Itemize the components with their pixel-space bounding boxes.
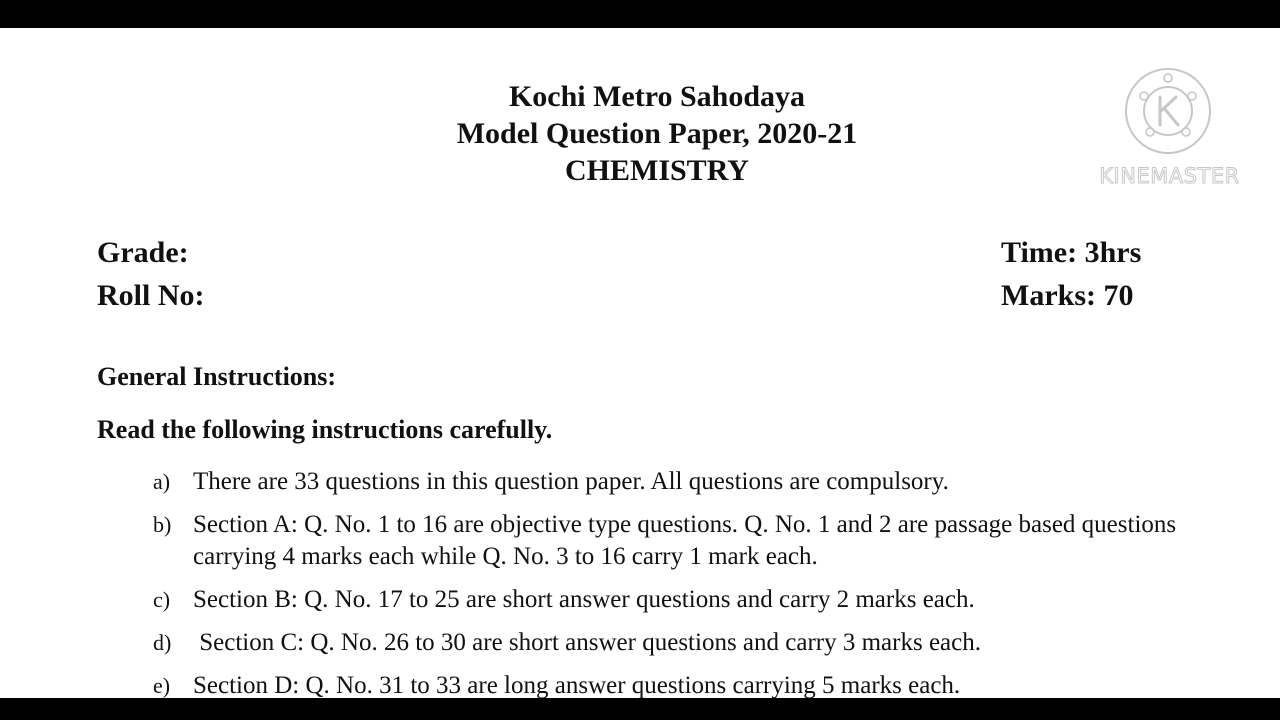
instructions-list (153, 466, 1213, 698)
title-line-subject: CHEMISTRY (565, 154, 749, 187)
read-instructions-heading: Read the following instructions carefully. (97, 415, 553, 444)
instruction-item (153, 466, 1213, 498)
time-label: Time: 3hrs (1001, 236, 1142, 269)
title-line-paper: Model Question Paper, 2020-21 (456, 117, 858, 150)
instruction-text: Section A: Q. No. 1 to 16 are objective type questions. Q. No. 1 and 2 are passage based questions carrying 4 marks each while Q. No. 3 to 16 carry 1 mark each. (193, 511, 1177, 570)
kinemaster-watermark-text: KINEMASTER (1099, 164, 1240, 188)
instruction-marker: a) (153, 469, 171, 494)
instruction-marker: d) (153, 630, 172, 655)
grade-label: Grade: (97, 236, 189, 269)
instruction-text: There are 33 questions in this question paper. All questions are compulsory. (193, 468, 949, 495)
student-details (97, 232, 205, 318)
instruction-marker: c) (153, 587, 171, 612)
instruction-marker: b) (153, 512, 172, 537)
kinemaster-watermark (1092, 66, 1247, 201)
marks-label: Marks: 70 (1001, 279, 1134, 312)
instruction-text: Section D: Q. No. 31 to 33 are long answer questions carrying 5 marks each. (193, 672, 961, 698)
instruction-item (153, 584, 1213, 616)
instruction-text: Section B: Q. No. 17 to 25 are short answer questions and carry 2 marks each. (193, 586, 975, 613)
document-title (0, 78, 1280, 189)
general-instructions-heading: General Instructions: (97, 362, 337, 391)
instruction-text: Section C: Q. No. 26 to 30 are short answer questions and carry 3 marks each. (193, 629, 982, 656)
instruction-item (153, 509, 1213, 573)
kinemaster-logo-icon (1123, 66, 1213, 156)
document-page (0, 28, 1280, 698)
exam-details (1001, 232, 1141, 318)
instruction-marker: e) (153, 673, 171, 698)
roll-number-label: Roll No: (97, 279, 205, 312)
instruction-item (153, 627, 1213, 659)
title-line-school: Kochi Metro Sahodaya (508, 80, 806, 113)
instruction-item (153, 670, 1213, 698)
